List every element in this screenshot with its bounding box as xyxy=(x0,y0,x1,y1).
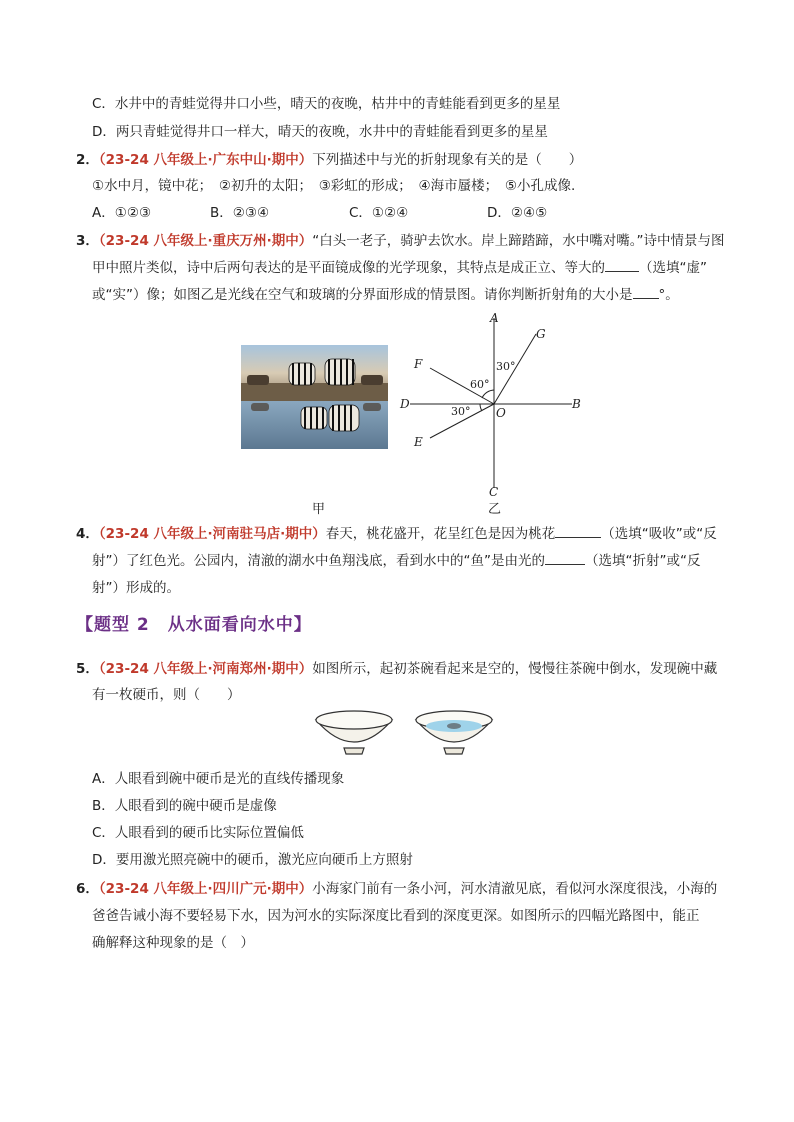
q4-line1 xyxy=(76,525,717,543)
q3-text2b: （选填“虚” xyxy=(639,260,707,276)
q6-line2: 爸爸告诫小海不要轻易下水，因为河水的实际深度比看到的深度更深。如图所示的四幅光路图中，能正 xyxy=(92,908,700,924)
zebras-drinking-photo xyxy=(241,345,388,449)
q2-items: ①水中月，镜中花； ②初升的太阳； ③彩虹的形成； ④海市蜃楼； ⑤小孔成像. xyxy=(92,178,576,194)
q6-line1 xyxy=(76,880,717,898)
q4-text1a: 春天，桃花盛开，花呈红色是因为桃花 xyxy=(325,526,556,542)
q5-option-d: D．要用激光照亮碗中的硬币，激光应向硬币上方照射 xyxy=(92,852,413,868)
label-d: D xyxy=(400,397,410,411)
q5-number: 5． xyxy=(76,661,99,677)
refraction-diagram xyxy=(396,310,596,500)
q3-text3b: °。 xyxy=(658,287,679,303)
q2-stem-line xyxy=(76,151,582,169)
q5-line2: 有一枚硬币，则（ ） xyxy=(92,687,241,703)
q6-text1: 小海家门前有一条小河，河水清澈见底，看似河水深度很浅，小海的 xyxy=(312,881,718,897)
q5-option-a: A．人眼看到碗中硬币是光的直线传播现象 xyxy=(92,771,345,787)
q4-text1b: （选填“吸收”或“反 xyxy=(601,526,717,542)
q5-source: （23-24 八年级上·河南郑州·期中） xyxy=(98,661,313,677)
label-b: B xyxy=(572,397,581,411)
q3-text2a: 甲中照片类似，诗中后两句表达的是平面镜成像的光学现象，其特点是成正立、等大的 xyxy=(92,260,605,276)
q2-source: （23-24 八年级上·广东中山·期中） xyxy=(98,152,313,168)
q3-number: 3． xyxy=(76,233,99,249)
q5-option-c: C．人眼看到的硬币比实际位置偏低 xyxy=(92,825,304,841)
answer-blank xyxy=(633,286,659,299)
q6-source: （23-24 八年级上·四川广元·期中） xyxy=(98,881,313,897)
q6-number: 6． xyxy=(76,881,99,897)
q2-number: 2． xyxy=(76,152,99,168)
q4-line2 xyxy=(92,552,700,570)
q2-stem: 下列描述中与光的折射现象有关的是（ ） xyxy=(312,152,583,168)
q4-text2a: 射”）了红色光。公园内，清澈的湖水中鱼翔浅底，看到水中的“鱼”是由光的 xyxy=(92,553,545,569)
q1-option-d: D．两只青蛙觉得井口一样大，晴天的夜晚，水井中的青蛙能看到更多的星星 xyxy=(92,124,548,140)
q2-option-c: C．①②④ xyxy=(349,205,409,221)
label-c: C xyxy=(489,485,499,499)
section-heading: 【题型 2 从水面看向水中】 xyxy=(76,615,312,635)
figure-a-caption: 甲 xyxy=(312,502,326,517)
angle-60: 60° xyxy=(470,378,490,391)
q4-source: （23-24 八年级上·河南驻马店·期中） xyxy=(98,526,326,542)
q6-line3: 确解释这种现象的是（ ） xyxy=(92,935,254,951)
q2-option-b: B．②③④ xyxy=(210,205,270,221)
q3-line3 xyxy=(92,286,679,304)
label-a: A xyxy=(490,311,499,325)
q3-source: （23-24 八年级上·重庆万州·期中） xyxy=(98,233,313,249)
q3-text3a: 或“实”）像；如图乙是光线在空气和玻璃的分界面形成的情景图。请你判断折射角的大小是 xyxy=(92,287,633,303)
q3-text1: “白头一老子，骑驴去饮水。岸上蹄踏蹄，水中嘴对嘴。”诗中情景与图 xyxy=(312,233,725,249)
two-tea-bowls-illustration xyxy=(314,708,504,758)
figure-b-caption: 乙 xyxy=(488,502,502,517)
answer-blank xyxy=(605,259,639,272)
q3-line1 xyxy=(76,232,725,250)
q2-option-a: A．①②③ xyxy=(92,205,152,221)
label-g: G xyxy=(536,327,546,341)
q5-text1: 如图所示，起初茶碗看起来是空的，慢慢往茶碗中倒水，发现碗中藏 xyxy=(312,661,718,677)
q5-line1 xyxy=(76,660,717,678)
angle-30-bottom: 30° xyxy=(451,405,471,418)
q4-line3: 射”）形成的。 xyxy=(92,580,180,596)
label-f: F xyxy=(414,357,423,371)
q1-option-c: C．水井中的青蛙觉得井口小些，晴天的夜晚，枯井中的青蛙能看到更多的星星 xyxy=(92,96,561,112)
label-o: O xyxy=(496,406,506,420)
answer-blank xyxy=(545,552,585,565)
q4-text2b: （选填“折射”或“反 xyxy=(584,553,701,569)
q5-option-b: B．人眼看到的碗中硬币是虚像 xyxy=(92,798,277,814)
label-e: E xyxy=(414,435,423,449)
q4-number: 4． xyxy=(76,526,99,542)
q2-option-d: D．②④⑤ xyxy=(487,205,548,221)
angle-30-top: 30° xyxy=(496,360,516,373)
q3-line2 xyxy=(92,259,707,277)
answer-blank xyxy=(555,525,601,538)
